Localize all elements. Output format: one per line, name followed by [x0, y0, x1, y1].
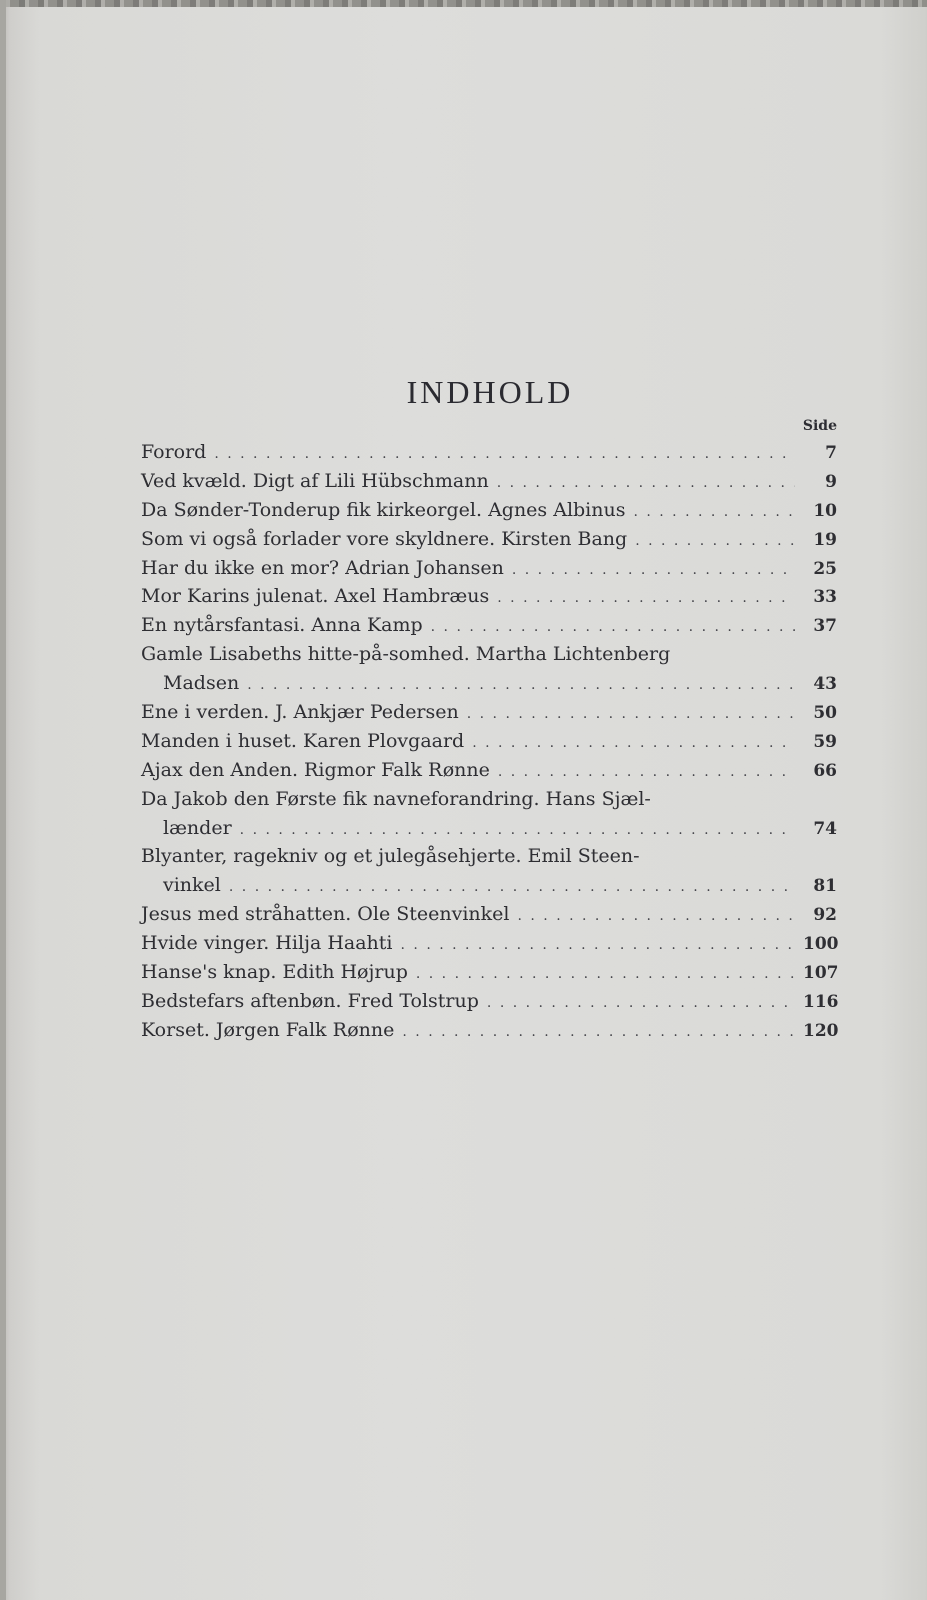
toc-entry	[141, 438, 837, 467]
dot-leader	[416, 960, 795, 989]
dot-leader	[467, 700, 795, 729]
dot-leader	[431, 613, 795, 642]
dot-leader	[497, 469, 795, 498]
entry-title: Ved kvæld. Digt af Lili Hübschmann	[141, 469, 489, 492]
dot-leader	[497, 584, 795, 613]
table-of-contents	[141, 438, 837, 1045]
entry-title: Blyanter, ragekniv og et julegåsehjerte. Emil Steen-	[141, 845, 640, 868]
dot-leader	[214, 440, 795, 469]
entry-title: Bedstefars aftenbøn. Fred Tolstrup	[141, 989, 479, 1012]
entry-title: Som vi også forlader vore skyldnere. Kirsten Bang	[141, 527, 628, 550]
toc-entry	[141, 842, 837, 900]
entry-page-number: 100	[803, 934, 839, 955]
entry-title: Manden i huset. Karen Plovgaard	[141, 729, 465, 752]
dot-leader	[229, 873, 795, 902]
dot-leader	[633, 498, 795, 527]
entry-title-continuation: vinkel	[163, 874, 221, 897]
dot-leader	[498, 758, 795, 787]
entry-page-number: 9	[825, 471, 837, 492]
toc-entry	[141, 496, 837, 525]
dot-leader	[401, 931, 795, 960]
entry-title: Gamle Lisabeths hitte-på-somhed. Martha Lichtenberg	[141, 643, 671, 666]
entry-page-number: 92	[813, 905, 837, 926]
entry-title: Da Jakob den Første fik navneforandring. Hans Sjæl-	[141, 787, 651, 810]
entry-page-number: 107	[803, 963, 839, 984]
entry-title: Mor Karins julenat. Axel Hambræus	[141, 585, 490, 608]
entry-page-number: 7	[825, 443, 837, 463]
page-left-edge	[0, 0, 6, 1600]
entry-title-continuation: lænder	[163, 816, 232, 839]
entry-title: En nytårsfantasi. Anna Kamp	[141, 614, 423, 637]
toc-entry	[141, 582, 837, 611]
entry-page-number: 10	[813, 500, 837, 521]
toc-entry	[141, 958, 837, 987]
toc-entry	[141, 785, 837, 843]
entry-title: Ene i verden. J. Ankjær Pedersen	[141, 701, 459, 724]
dot-leader	[402, 1018, 795, 1047]
toc-entry	[141, 640, 837, 698]
page-title: INDHOLD	[406, 374, 574, 410]
dot-leader	[487, 989, 795, 1018]
entry-title: Jesus med stråhatten. Ole Steenvinkel	[141, 903, 510, 926]
dot-leader	[240, 816, 795, 845]
entry-title: Har du ikke en mor? Adrian Johansen	[141, 556, 504, 579]
entry-title: Da Sønder-Tonderup fik kirkeorgel. Agnes Albinus	[141, 498, 626, 521]
entry-page-number: 120	[803, 1020, 839, 1041]
entry-page-number: 19	[813, 529, 837, 550]
toc-entry	[141, 698, 837, 727]
page-column-label: Side	[802, 418, 837, 434]
entry-page-number: 25	[813, 558, 837, 579]
entry-title: Ajax den Anden. Rigmor Falk Rønne	[141, 758, 490, 781]
page-top-edge	[0, 0, 927, 7]
toc-entry	[141, 525, 837, 554]
toc-entry	[141, 929, 837, 958]
entry-page-number: 116	[803, 991, 839, 1012]
entry-page-number: 74	[813, 818, 837, 839]
toc-entry	[141, 467, 837, 496]
toc-entry	[141, 727, 837, 756]
entry-page-number: 50	[813, 703, 837, 724]
toc-entry	[141, 554, 837, 583]
dot-leader	[512, 556, 795, 585]
toc-entry	[141, 987, 837, 1016]
entry-page-number: 33	[813, 587, 837, 608]
entry-title: Korset. Jørgen Falk Rønne	[141, 1018, 395, 1041]
entry-page-number: 59	[813, 731, 837, 752]
entry-page-number: 81	[813, 876, 837, 897]
dot-leader	[247, 671, 795, 700]
entry-page-number: 43	[813, 674, 837, 695]
toc-entry	[141, 756, 837, 785]
toc-entry	[141, 611, 837, 640]
entry-title-continuation: Madsen	[163, 672, 240, 695]
dot-leader	[518, 902, 796, 931]
toc-entry	[141, 1016, 837, 1045]
dot-leader	[472, 729, 795, 758]
entry-title: Hvide vinger. Hilja Haahti	[141, 932, 393, 955]
toc-entry	[141, 900, 837, 929]
entry-page-number: 37	[813, 616, 837, 637]
dot-leader	[635, 527, 795, 556]
entry-title: Forord	[141, 441, 207, 463]
entry-title: Hanse's knap. Edith Højrup	[141, 961, 408, 984]
entry-page-number: 66	[813, 760, 837, 781]
